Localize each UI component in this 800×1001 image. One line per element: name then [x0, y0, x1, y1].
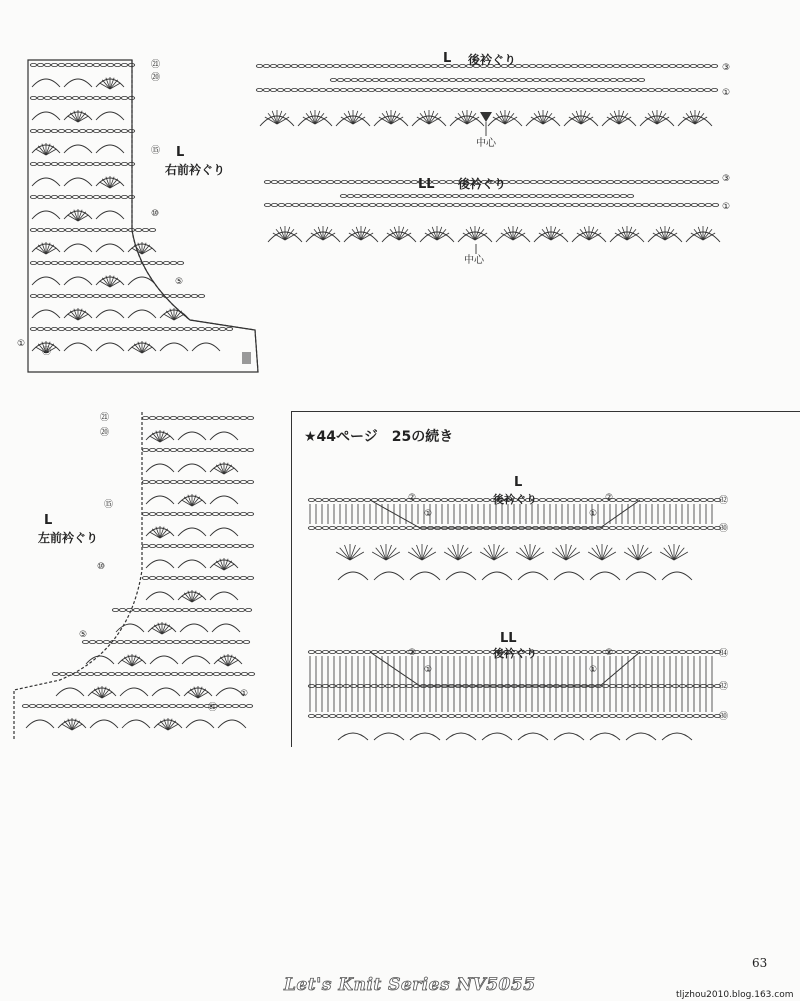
rf-row-21-bottom: ㉑ [42, 347, 52, 357]
cont-LL-right-row-2: ② [605, 648, 614, 658]
cont-L-left-row-2: ② [408, 493, 417, 503]
right-front-title: 右前衿ぐり [165, 163, 226, 177]
lf-row-15: ⑮ [104, 500, 114, 510]
cont-L-mark-32: ㉜ [719, 496, 729, 506]
cont-L-right-row-1: ① [589, 509, 598, 519]
back-L-size: L [443, 51, 452, 66]
back-LL-row-3: ③ [722, 174, 731, 184]
cont-LL-mark-34: ㉞ [719, 649, 729, 659]
back-LL-title: 後衿ぐり [458, 177, 507, 191]
cont-L-size: L [514, 475, 523, 490]
back-L-center: 中心 [476, 138, 496, 149]
cont-LL-mark-30: ㉚ [719, 712, 729, 722]
lf-row-21-bottom: ㉑ [208, 703, 218, 713]
cont-LL-mark-32: ㉜ [719, 682, 729, 692]
cont-L-title: 後衿ぐり [493, 493, 537, 506]
cont-L-left-row-1: ① [424, 509, 433, 519]
cont-LL-left-row-1: ① [424, 665, 433, 675]
rf-row-15: ⑮ [151, 146, 161, 156]
right-front-size: L [176, 145, 185, 160]
cont-L-mark-30: ㉚ [719, 524, 729, 534]
lf-row-5: ⑤ [79, 630, 88, 640]
back-LL-center: 中心 [464, 255, 484, 266]
back-L-row-1: ① [722, 88, 731, 98]
series-footer: Let's Knit Series NV5055 [284, 975, 536, 995]
lf-row-1: ① [240, 689, 249, 699]
left-front-title: 左前衿ぐり [38, 531, 99, 545]
page-number: 63 [752, 956, 768, 970]
rf-row-5: ⑤ [175, 277, 184, 287]
rf-row-1: ① [17, 339, 26, 349]
lf-row-21-top: ㉑ [100, 413, 110, 423]
cont-L-right-row-2: ② [605, 493, 614, 503]
back-LL-row-1: ① [722, 202, 731, 212]
lf-row-10: ⑩ [97, 562, 106, 572]
back-LL-size: LL [418, 177, 435, 192]
cont-LL-size: LL [500, 631, 517, 646]
back-L-title: 後衿ぐり [468, 53, 517, 67]
rf-row-21-top: ㉑ [151, 60, 161, 70]
rf-row-20: ⑳ [151, 73, 161, 83]
cont-LL-title: 後衿ぐり [493, 647, 537, 660]
back-L-row-3: ③ [722, 63, 731, 73]
continuation-title: ★44ページ 25の続き [304, 429, 454, 445]
cont-LL-right-row-1: ① [589, 665, 598, 675]
cont-LL-left-row-2: ② [408, 648, 417, 658]
left-front-size: L [44, 513, 53, 528]
rf-row-10: ⑩ [151, 209, 160, 219]
source-watermark: tljzhou2010.blog.163.com [676, 990, 794, 1000]
lf-row-20: ⑳ [100, 428, 110, 438]
